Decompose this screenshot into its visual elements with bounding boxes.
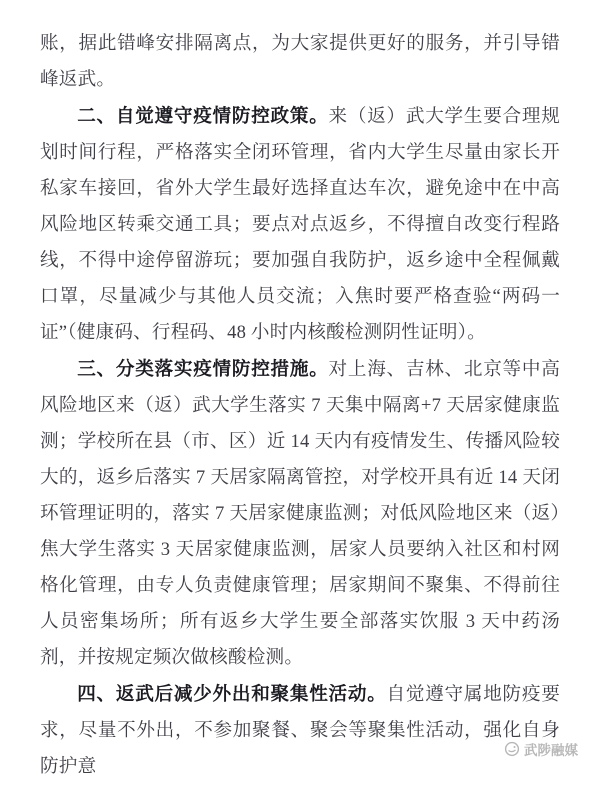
paragraph-text: 自觉遵守属地防疫要求，尽量不外出，不参加聚餐、聚会等聚集性活动，强化自身防护意 [40,684,560,777]
section-heading: 四、返武后减少外出和聚集性活动。 [77,683,387,704]
watermark [504,739,578,759]
paragraph-text: 账，据此错峰安排隔离点，为大家提供更好的服务，并引导错峰返武。 [40,33,560,90]
paragraph [40,351,560,676]
paragraph [40,26,560,98]
section-heading: 三、分类落实疫情防控措施。 [77,358,329,379]
paragraph-text: 对上海、吉林、北京等中高风险地区来（返）武大学生落实 7 天集中隔离+7 天居家健康监测；学校所在县（市、区）近 14 天内有疫情发生、传播风险较大的，返乡后落实 7 天居家隔离管控，对学校开具有近 14 天闭环管理证明的，落实 7 天居家健康监测；对低风险地区来（返）焦大学生落实 3 天居家健康监测，居家人员要纳入社区和村网格化管理，由专人负责健康管理；居家期间不聚集、不得前往人员密集场所；所有返乡大学生要全部落实饮服 3 天中药汤剂，并按规定频次做核酸检测。 [40,359,560,668]
watermark-text: 武陟融媒 [524,743,578,758]
paragraph [40,98,560,351]
watermark-logo-icon [504,741,520,757]
section-heading: 二、自觉遵守疫情防控政策。 [77,105,329,126]
paragraph-text: 来（返）武大学生要合理规划时间行程，严格落实全闭环管理，省内大学生尽量由家长开私家车接回，省外大学生最好选择直达车次，避免途中在中高风险地区转乘交通工具；要点对点返乡，不得擅自改变行程路线，不得中途停留游玩；要加强自我防护，返乡途中全程佩戴口罩，尽量减少与其他人员交流；入焦时要严格查验“两码一证”（健康码、行程码、48 小时内核酸检测阴性证明）。 [40,106,560,343]
